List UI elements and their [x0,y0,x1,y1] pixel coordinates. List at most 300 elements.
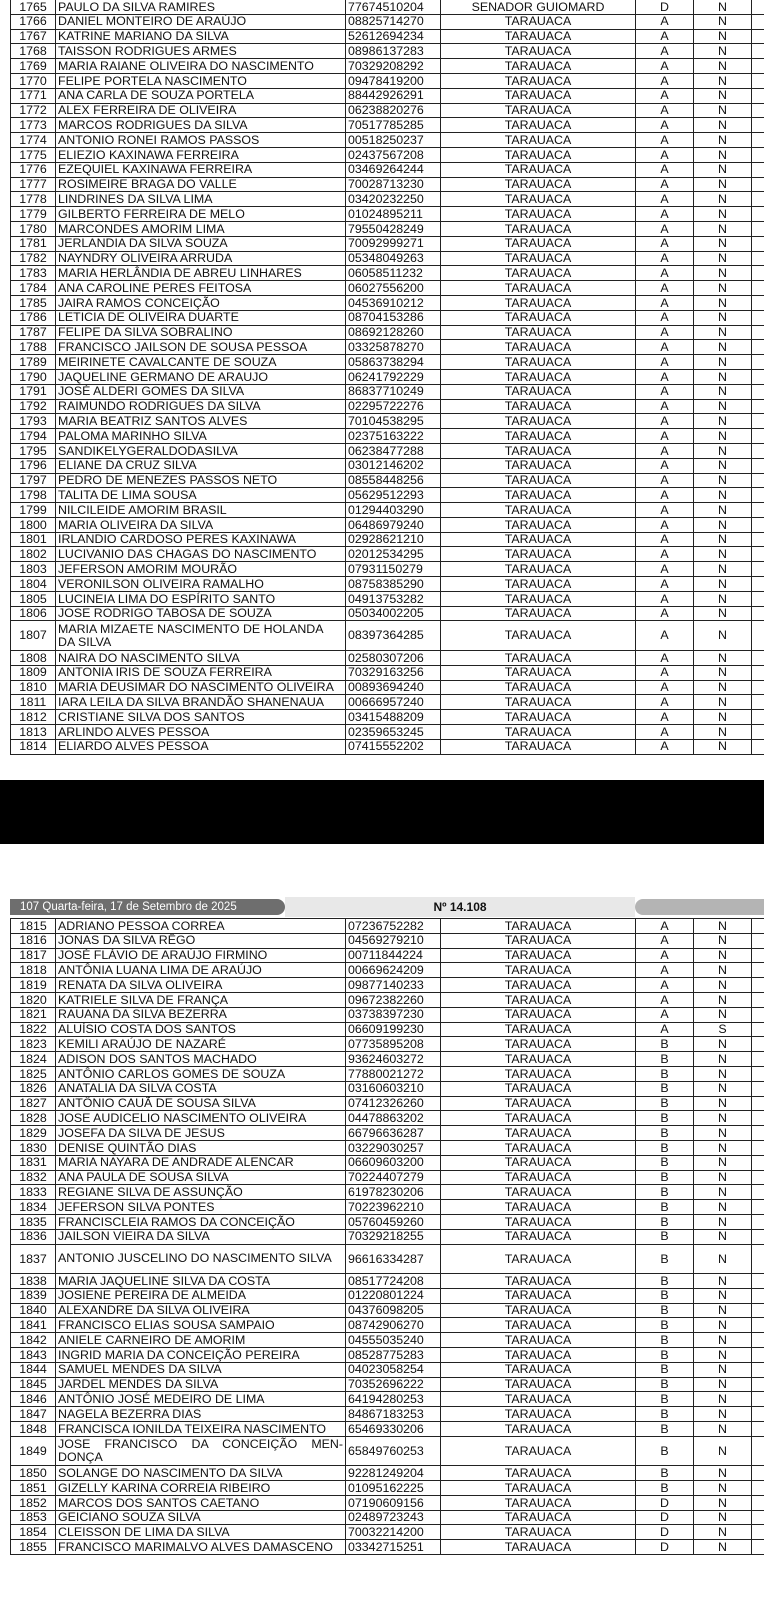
trailing-cell [752,207,764,222]
candidate-city: TARAUACA [441,1362,636,1377]
candidate-category: B [636,1081,694,1096]
candidate-flag: N [694,103,752,118]
candidate-city: TARAUACA [441,503,636,518]
candidate-city: TARAUACA [441,295,636,310]
trailing-cell [752,695,764,710]
row-number: 1789 [11,355,56,370]
candidate-city: TARAUACA [441,14,636,29]
candidate-name: FRANCISCO MARIMALVO ALVES DAMASCENO [56,1540,346,1555]
candidate-name: NAYNDRY OLIVEIRA ARRUDA [56,251,346,266]
candidate-category: A [636,503,694,518]
candidate-cpf: 03415488209 [346,710,441,725]
candidate-city: TARAUACA [441,133,636,148]
candidate-city: TARAUACA [441,1510,636,1525]
candidate-flag: N [694,1214,752,1229]
candidate-city: TARAUACA [441,978,636,993]
candidate-category: B [636,1126,694,1141]
candidate-city: TARAUACA [441,103,636,118]
candidate-cpf: 01024895211 [346,207,441,222]
candidate-flag: N [694,577,752,592]
candidate-flag: N [694,251,752,266]
table-row [11,1377,764,1392]
candidate-category: A [636,414,694,429]
trailing-cell [752,1436,764,1466]
row-number: 1812 [11,710,56,725]
candidate-category: A [636,443,694,458]
candidate-city: TARAUACA [441,1481,636,1496]
trailing-cell [752,562,764,577]
candidate-category: B [636,1170,694,1185]
candidate-city: TARAUACA [441,414,636,429]
candidate-category: B [636,1422,694,1437]
candidate-name: TAISSON RODRIGUES ARMES [56,44,346,59]
candidate-cpf: 04023058254 [346,1362,441,1377]
candidate-name: LETICIA DE OLIVEIRA DUARTE [56,310,346,325]
candidate-category: A [636,919,694,934]
row-number: 1832 [11,1170,56,1185]
candidate-cpf: 05863738294 [346,355,441,370]
candidate-name: JOSÉ ALDERI GOMES DA SILVA [56,384,346,399]
row-number: 1771 [11,88,56,103]
table-row [11,1126,764,1141]
table-row [11,1229,764,1244]
candidate-flag: N [694,978,752,993]
trailing-cell [752,547,764,562]
candidate-cpf: 06609603200 [346,1155,441,1170]
candidate-category: D [636,1510,694,1525]
candidate-city: TARAUACA [441,147,636,162]
table-row [11,1318,764,1333]
candidate-category: A [636,266,694,281]
row-number: 1847 [11,1407,56,1422]
candidate-category: B [636,1288,694,1303]
candidate-name: RAUANA DA SILVA BEZERRA [56,1007,346,1022]
row-number: 1848 [11,1422,56,1437]
row-number: 1779 [11,207,56,222]
candidate-flag: N [694,399,752,414]
candidate-city: TARAUACA [441,355,636,370]
candidate-category: A [636,44,694,59]
candidate-flag: N [694,503,752,518]
candidate-cpf: 96616334287 [346,1244,441,1274]
candidate-category: B [636,1155,694,1170]
table-row [11,724,764,739]
table-row [11,680,764,695]
row-number: 1803 [11,562,56,577]
candidate-city: TARAUACA [441,739,636,754]
candidate-city: TARAUACA [441,1126,636,1141]
candidate-category: A [636,547,694,562]
candidate-cpf: 02375163222 [346,429,441,444]
candidate-city: TARAUACA [441,177,636,192]
candidate-name: JOSE AUDICELIO NASCIMENTO OLIVEIRA [56,1111,346,1126]
candidate-city: TARAUACA [441,1111,636,1126]
row-number: 1776 [11,162,56,177]
row-number: 1834 [11,1200,56,1215]
candidate-name: DENISE QUINTÃO DIAS [56,1140,346,1155]
candidate-city: TARAUACA [441,192,636,207]
trailing-cell [752,384,764,399]
candidate-flag: N [694,458,752,473]
candidate-cpf: 00711844224 [346,948,441,963]
row-number: 1783 [11,266,56,281]
candidate-category: A [636,1022,694,1037]
candidate-category: A [636,606,694,621]
table-row [11,606,764,621]
table-row [11,1022,764,1037]
candidate-name: JOSE FRANCISCO DA CONCEIÇÃO MEN-DONÇA [56,1436,346,1466]
candidate-cpf: 08758385290 [346,577,441,592]
row-number: 1819 [11,978,56,993]
row-number: 1816 [11,933,56,948]
row-number: 1820 [11,992,56,1007]
candidate-cpf: 04478863202 [346,1111,441,1126]
candidate-name: ALEXANDRE DA SILVA OLIVEIRA [56,1303,346,1318]
row-number: 1830 [11,1140,56,1155]
table-row [11,1436,764,1466]
candidate-cpf: 07190609156 [346,1495,441,1510]
candidate-city: TARAUACA [441,266,636,281]
table-row [11,1200,764,1215]
candidate-cpf: 05034002205 [346,606,441,621]
row-number: 1784 [11,281,56,296]
candidate-flag: N [694,1140,752,1155]
candidate-city: TARAUACA [441,933,636,948]
table-row [11,650,764,665]
candidate-name: FRANCISCA IONILDA TEIXEIRA NASCIMENTO [56,1422,346,1437]
trailing-cell [752,310,764,325]
candidate-name: JAQUELINE GERMANO DE ARAUJO [56,369,346,384]
table-row [11,458,764,473]
candidate-name: MARIA DEUSIMAR DO NASCIMENTO OLIVEIRA [56,680,346,695]
candidate-flag: N [694,1066,752,1081]
candidate-name: CLEISSON DE LIMA DA SILVA [56,1525,346,1540]
candidate-flag: N [694,532,752,547]
candidate-flag: N [694,118,752,133]
row-number: 1806 [11,606,56,621]
candidate-category: A [636,29,694,44]
candidate-cpf: 70329218255 [346,1229,441,1244]
candidate-flag: N [694,1303,752,1318]
row-number: 1799 [11,503,56,518]
trailing-cell [752,1362,764,1377]
candidate-flag: N [694,73,752,88]
trailing-cell [752,221,764,236]
candidate-category: A [636,739,694,754]
candidate-name: REGIANE SILVA DE ASSUNÇÃO [56,1185,346,1200]
candidate-cpf: 70028713230 [346,177,441,192]
candidate-cpf: 01220801224 [346,1288,441,1303]
candidate-city: TARAUACA [441,577,636,592]
table-row [11,1037,764,1052]
table-row [11,1274,764,1289]
candidate-category: D [636,1525,694,1540]
candidate-flag: N [694,680,752,695]
candidate-name: JAILSON VIEIRA DA SILVA [56,1229,346,1244]
candidate-name: NAGELA BEZERRA DIAS [56,1407,346,1422]
table-row [11,236,764,251]
trailing-cell [752,1466,764,1481]
candidate-city: TARAUACA [441,488,636,503]
candidate-flag: N [694,1348,752,1363]
trailing-cell [752,710,764,725]
table-row [11,295,764,310]
row-number: 1808 [11,650,56,665]
candidate-cpf: 70032214200 [346,1525,441,1540]
row-number: 1849 [11,1436,56,1466]
row-number: 1768 [11,44,56,59]
table-row [11,517,764,532]
candidate-category: B [636,1214,694,1229]
candidate-name: PEDRO DE MENEZES PASSOS NETO [56,473,346,488]
row-number: 1823 [11,1037,56,1052]
table-row [11,340,764,355]
candidate-category: B [636,1274,694,1289]
candidate-name: ANTONIA IRIS DE SOUZA FERREIRA [56,665,346,680]
candidate-category: A [636,473,694,488]
candidate-flag: N [694,1170,752,1185]
candidate-cpf: 84867183253 [346,1407,441,1422]
candidate-flag: N [694,236,752,251]
row-number: 1785 [11,295,56,310]
candidate-name: NILCILEIDE AMORIM BRASIL [56,503,346,518]
table-row [11,1333,764,1348]
candidate-cpf: 08528775283 [346,1348,441,1363]
table-row [11,562,764,577]
trailing-cell [752,1510,764,1525]
candidate-city: TARAUACA [441,251,636,266]
row-number: 1840 [11,1303,56,1318]
candidate-flag: N [694,59,752,74]
trailing-cell [752,340,764,355]
table-row [11,665,764,680]
table-row [11,1052,764,1067]
candidate-category: A [636,73,694,88]
candidate-category: A [636,177,694,192]
table-row [11,1303,764,1318]
row-number: 1825 [11,1066,56,1081]
row-number: 1765 [11,0,56,14]
row-number: 1833 [11,1185,56,1200]
candidate-flag: N [694,1318,752,1333]
table-row [11,577,764,592]
candidate-city: TARAUACA [441,429,636,444]
trailing-cell [752,1155,764,1170]
candidate-table-bottom-body [11,919,764,1555]
row-number: 1788 [11,340,56,355]
table-row [11,488,764,503]
table-row [11,399,764,414]
candidate-flag: S [694,1022,752,1037]
candidate-cpf: 03325878270 [346,340,441,355]
table-row [11,1525,764,1540]
trailing-cell [752,162,764,177]
candidate-city: TARAUACA [441,1229,636,1244]
table-row [11,221,764,236]
trailing-cell [752,192,764,207]
candidate-category: B [636,1200,694,1215]
candidate-city: TARAUACA [441,1407,636,1422]
trailing-cell [752,591,764,606]
trailing-cell [752,44,764,59]
candidate-cpf: 08558448256 [346,473,441,488]
candidate-city: TARAUACA [441,1081,636,1096]
candidate-name: GILBERTO FERREIRA DE MELO [56,207,346,222]
candidate-flag: N [694,963,752,978]
trailing-cell [752,1066,764,1081]
candidate-city: TARAUACA [441,325,636,340]
trailing-cell [752,665,764,680]
table-row [11,1244,764,1274]
candidate-city: TARAUACA [441,992,636,1007]
candidate-name: JOSIENE PEREIRA DE ALMEIDA [56,1288,346,1303]
candidate-name: LINDRINES DA SILVA LIMA [56,192,346,207]
candidate-city: TARAUACA [441,384,636,399]
candidate-city: TARAUACA [441,473,636,488]
table-row [11,1540,764,1555]
trailing-cell [752,59,764,74]
candidate-name: MARIA RAIANE OLIVEIRA DO NASCIMENTO [56,59,346,74]
trailing-cell [752,1422,764,1437]
candidate-category: A [636,992,694,1007]
candidate-cpf: 70329163256 [346,665,441,680]
table-row [11,1510,764,1525]
candidate-flag: N [694,429,752,444]
candidate-city: TARAUACA [441,340,636,355]
page-header-tab [635,899,764,915]
candidate-flag: N [694,1392,752,1407]
candidate-flag: N [694,340,752,355]
candidate-category: A [636,162,694,177]
candidate-flag: N [694,739,752,754]
table-row [11,978,764,993]
trailing-cell [752,1303,764,1318]
table-row [11,1170,764,1185]
candidate-flag: N [694,1466,752,1481]
table-row [11,1407,764,1422]
row-number: 1805 [11,591,56,606]
trailing-cell [752,29,764,44]
candidate-name: JOSEFA DA SILVA DE JESUS [56,1126,346,1141]
candidate-cpf: 65849760253 [346,1436,441,1466]
candidate-category: B [636,1407,694,1422]
table-row [11,369,764,384]
candidate-cpf: 03229030257 [346,1140,441,1155]
candidate-cpf: 70517785285 [346,118,441,133]
candidate-city: TARAUACA [441,1525,636,1540]
candidate-category: A [636,59,694,74]
row-number: 1780 [11,221,56,236]
candidate-name: FELIPE PORTELA NASCIMENTO [56,73,346,88]
candidate-cpf: 05629512293 [346,488,441,503]
candidate-name: LUCIVANIO DAS CHAGAS DO NASCIMENTO [56,547,346,562]
candidate-city: TARAUACA [441,1333,636,1348]
table-row [11,1185,764,1200]
candidate-flag: N [694,1510,752,1525]
trailing-cell [752,325,764,340]
candidate-name: FRANCISCO ELIAS SOUSA SAMPAIO [56,1318,346,1333]
row-number: 1853 [11,1510,56,1525]
trailing-cell [752,73,764,88]
candidate-cpf: 07236752282 [346,919,441,934]
trailing-cell [752,1052,764,1067]
candidate-cpf: 66796636287 [346,1126,441,1141]
candidate-category: A [636,207,694,222]
table-row [11,695,764,710]
trailing-cell [752,1481,764,1496]
table-row [11,177,764,192]
candidate-flag: N [694,1052,752,1067]
row-number: 1790 [11,369,56,384]
candidate-cpf: 08692128260 [346,325,441,340]
candidate-flag: N [694,1540,752,1555]
candidate-cpf: 02012534295 [346,547,441,562]
page-break-bar [0,780,764,844]
row-number: 1809 [11,665,56,680]
candidate-city: TARAUACA [441,606,636,621]
row-number: 1838 [11,1274,56,1289]
row-number: 1827 [11,1096,56,1111]
table-row [11,503,764,518]
candidate-name: IARA LEILA DA SILVA BRANDÃO SHANENAUA [56,695,346,710]
candidate-flag: N [694,1096,752,1111]
candidate-name: MARIA BEATRIZ SANTOS ALVES [56,414,346,429]
candidate-flag: N [694,1525,752,1540]
candidate-city: TARAUACA [441,621,636,651]
row-number: 1845 [11,1377,56,1392]
candidate-name: SANDIKELYGERALDODASILVA [56,443,346,458]
candidate-flag: N [694,473,752,488]
candidate-city: TARAUACA [441,710,636,725]
table-row [11,355,764,370]
candidate-category: B [636,1377,694,1392]
candidate-cpf: 70329208292 [346,59,441,74]
table-row [11,1140,764,1155]
row-number: 1777 [11,177,56,192]
table-row [11,29,764,44]
candidate-cpf: 04555035240 [346,1333,441,1348]
candidate-cpf: 70092999271 [346,236,441,251]
candidate-flag: N [694,933,752,948]
row-number: 1791 [11,384,56,399]
candidate-category: A [636,665,694,680]
candidate-name: MARCOS DOS SANTOS CAETANO [56,1495,346,1510]
candidate-cpf: 05348049263 [346,251,441,266]
table-row [11,207,764,222]
candidate-flag: N [694,606,752,621]
candidate-name: ADRIANO PESSOA CORREA [56,919,346,934]
candidate-category: A [636,458,694,473]
trailing-cell [752,133,764,148]
row-number: 1813 [11,724,56,739]
trailing-cell [752,0,764,14]
candidate-name: GEICIANO SOUZA SILVA [56,1510,346,1525]
row-number: 1842 [11,1333,56,1348]
candidate-category: A [636,532,694,547]
candidate-name: SAMUEL MENDES DA SILVA [56,1362,346,1377]
candidate-name: EZEQUIEL KAXINAWA FERREIRA [56,162,346,177]
candidate-city: TARAUACA [441,1495,636,1510]
candidate-flag: N [694,1081,752,1096]
table-row [11,710,764,725]
candidate-category: A [636,978,694,993]
candidate-name: JEFERSON SILVA PONTES [56,1200,346,1215]
candidate-city: TARAUACA [441,724,636,739]
candidate-city: TARAUACA [441,963,636,978]
candidate-flag: N [694,547,752,562]
trailing-cell [752,1126,764,1141]
table-row [11,919,764,934]
